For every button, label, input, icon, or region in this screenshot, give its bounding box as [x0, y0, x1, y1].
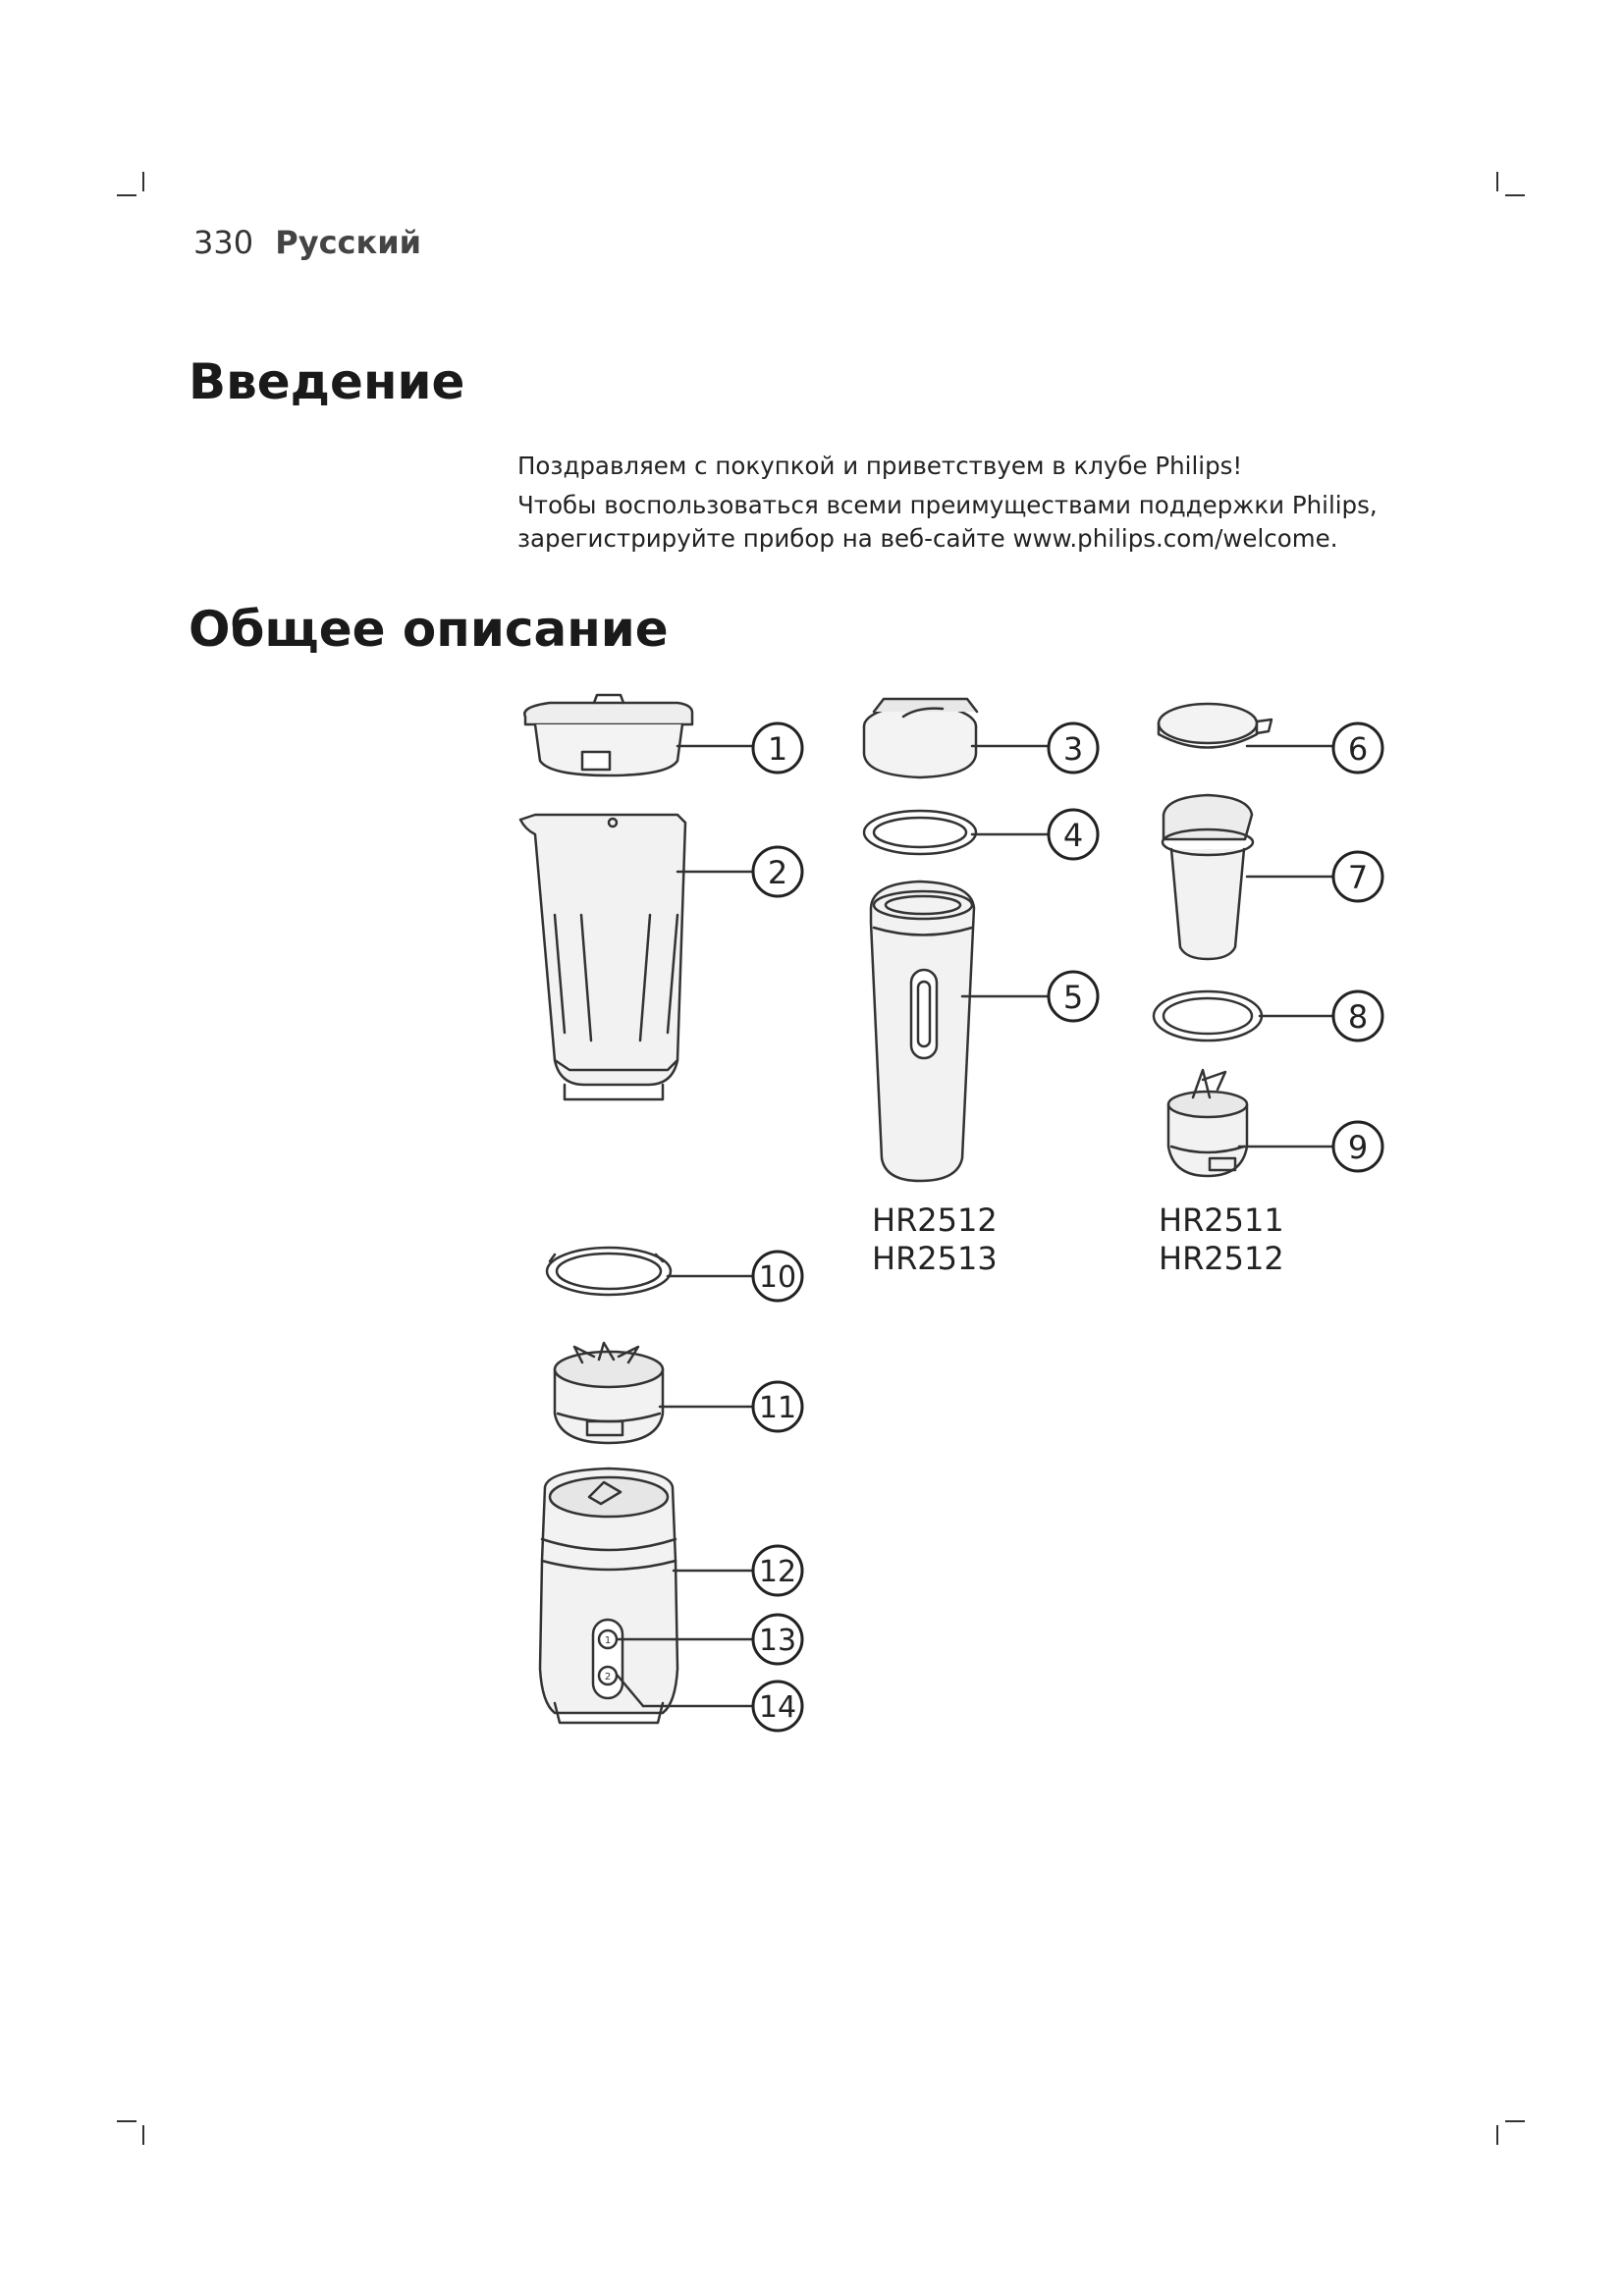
model-label: HR2511 [1159, 1201, 1284, 1239]
part-seal-10 [547, 1248, 671, 1295]
part-seal-4 [864, 811, 976, 854]
intro-paragraph-1: Поздравляем с покупкой и приветствуем в клубе Philips! [517, 452, 1243, 480]
part-tall-cup [871, 881, 974, 1181]
callout-1: 1 [767, 730, 788, 768]
callout-6: 6 [1347, 730, 1369, 768]
callout-9: 9 [1347, 1129, 1369, 1166]
callout-11: 11 [758, 1391, 797, 1425]
part-small-cup [1163, 795, 1253, 959]
intro-heading: Введение [189, 353, 465, 410]
callout-13: 13 [758, 1624, 797, 1658]
callout-14: 14 [758, 1690, 797, 1725]
model-label: HR2513 [872, 1240, 998, 1277]
callout-2: 2 [767, 854, 788, 891]
page-number: 330 [193, 224, 254, 261]
button-1-label: 1 [604, 1635, 612, 1646]
callout-12: 12 [758, 1555, 797, 1589]
model-label: HR2512 [872, 1201, 998, 1239]
part-jar-lid [524, 695, 692, 775]
button-2-label: 2 [604, 1672, 612, 1682]
callout-10: 10 [758, 1260, 797, 1295]
part-blender-jar [520, 815, 685, 1099]
intro-paragraph-2-line-1: Чтобы воспользоваться всеми преимуществами поддержки Philips, [517, 491, 1378, 519]
general-description-heading: Общее описание [189, 601, 669, 658]
part-small-lid [1159, 704, 1272, 748]
part-blade-unit [555, 1343, 663, 1443]
page-language: Русский [275, 224, 422, 261]
model-label: HR2512 [1159, 1240, 1284, 1277]
callout-3: 3 [1062, 730, 1084, 768]
callout-4: 4 [1062, 817, 1084, 854]
callout-7: 7 [1347, 859, 1369, 896]
part-travel-lid [864, 699, 977, 777]
callout-8: 8 [1347, 998, 1369, 1036]
part-small-blade-unit [1168, 1070, 1247, 1176]
intro-paragraph-2-line-2: зарегистрируйте прибор на веб-сайте www.philips.com/welcome. [517, 524, 1338, 553]
part-motor-unit [540, 1468, 677, 1723]
part-seal-8 [1154, 991, 1262, 1041]
callout-5: 5 [1062, 979, 1084, 1016]
